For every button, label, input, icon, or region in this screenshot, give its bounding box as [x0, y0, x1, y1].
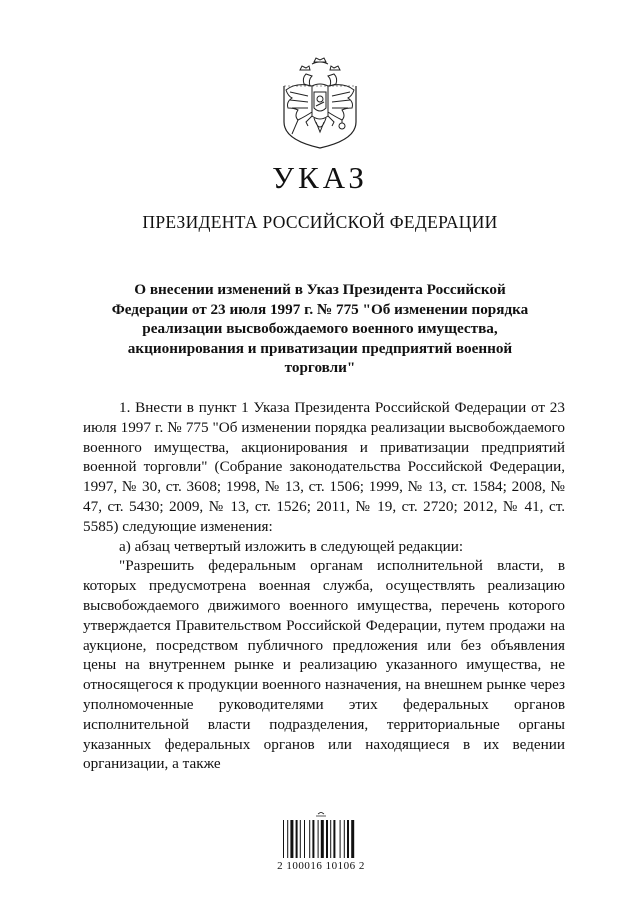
document-subtitle: ПРЕЗИДЕНТА РОССИЙСКОЙ ФЕДЕРАЦИИ — [142, 212, 498, 232]
document-heading: О внесении изменений в Указ Президента Российской Федерации от 23 июля 1997 г. № 775 "Об изменении порядка реализации высвобождаемого военного имущества, акционирования и приватизации предприятий военной торговли" — [111, 281, 529, 376]
document-title: УКАЗ — [272, 160, 368, 195]
coat-of-arms-icon — [278, 56, 362, 150]
barcode-number: 2 100016 10106 2 — [277, 860, 365, 872]
paragraph-1: 1. Внести в пункт 1 Указа Президента Российской Федерации от 23 июля 1997 г. № 775 "Об изменении порядка реализации высвобождаемого военного имущества, акционирования и приватизации предприятий военной торговли" (Собрание законодательства Российской Федерации, 1997, № 30, ст. 3608; 1998, № 13, ст. 1506; 1999, № 13, ст. 1584; 2008, № 47, ст. 5430; 2009, № 13, ст. 1526; 2011, № 19, ст. 2720; 2012, № 41, ст. 5585) следующие изменения: — [83, 399, 565, 535]
paragraph-3: "Разрешить федеральным органам исполнительной власти, в которых предусмотрена военная служба, осуществлять реализацию высвобождаемого движимого военного имущества, перечень которого утверждается Правительством Российской Федерации, путем продажи на аукционе, посредством публичного предложения или без объявления цены на внутреннем рынке и реализацию указанного имущества, не относящегося к продукции военного назначения, на внешнем рынке через уполномоченные руководителями этих федеральных органов исполнительной власти подразделения, территориальные органы указанных федеральных органов или находящиеся в их ведении организации, а также — [83, 557, 565, 773]
barcode — [282, 812, 360, 860]
document-body — [83, 398, 565, 774]
paragraph-2: а) абзац четвертый изложить в следующей редакции: — [119, 537, 464, 555]
